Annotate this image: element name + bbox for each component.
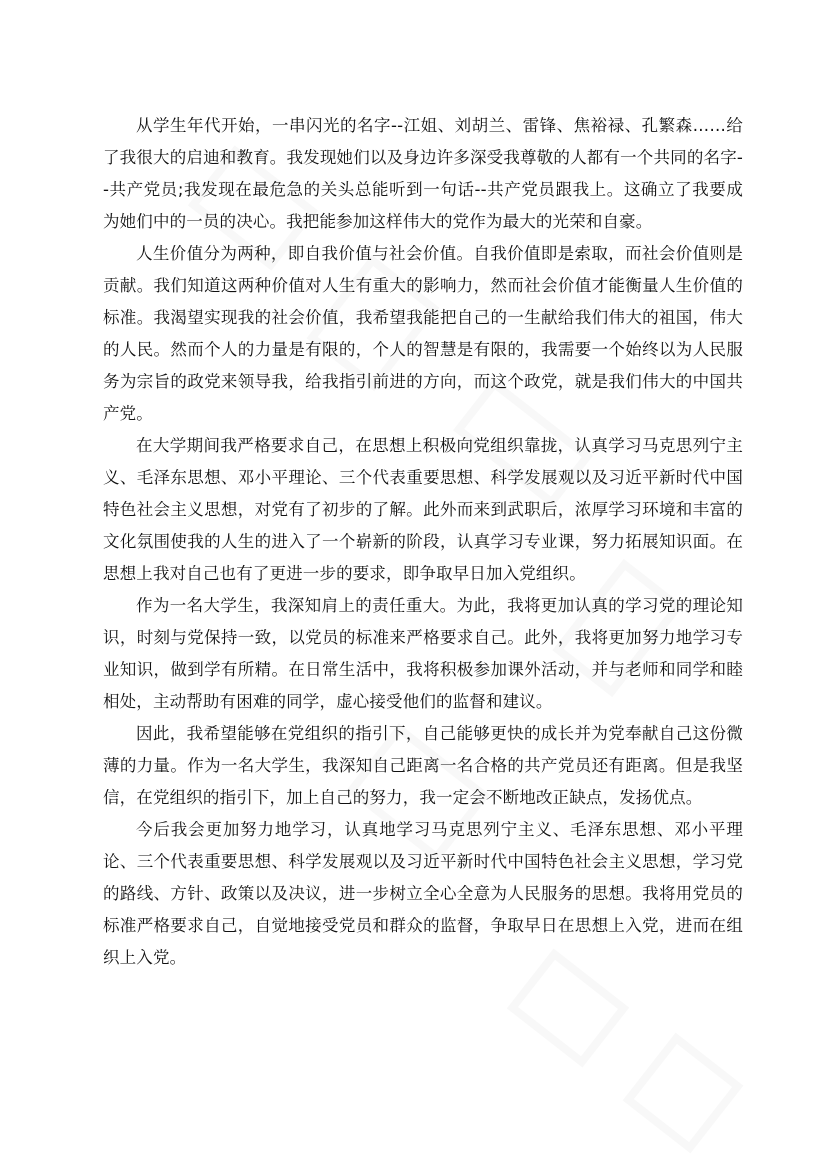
paragraph-4: 作为一名大学生，我深知肩上的责任重大。为此，我将更加认真的学习党的理论知识，时刻与党保持一致，以党员的标准来严格要求自己。此外，我将更加努力地学习专业知识，做到学有所精。在日常生活中，我将积极参加课外活动，并与老师和同学和睦相处，主动帮助有困难的同学，虚心接受他们的监督和建议。 [103,596,743,711]
document-body [103,110,743,974]
paragraph-3: 在大学期间我严格要求自己，在思想上积极向党组织靠拢，认真学习马克思列宁主义、毛泽东思想、邓小平理论、三个代表重要思想、科学发展观以及习近平新时代中国特色社会主义思想，对党有了初步的了解。此外而来到武职后，浓厚学习环境和丰富的文化氛围使我的人生的进入了一个崭新的阶段，认真学习专业课，努力拓展知识面。在思想上我对自己也有了更进一步的要求，即争取早日加入党组织。 [103,436,743,583]
paragraph-6: 今后我会更加努力地学习，认真地学习马克思列宁主义、毛泽东思想、邓小平理论、三个代表重要思想、科学发展观以及习近平新时代中国特色社会主义思想，学习党的路线、方针、政策以及决议，进一步树立全心全意为人民服务的思想。我将用党员的标准严格要求自己，自觉地接受党员和群众的监督，争取早日在思想上入党，进而在组织上入党。 [103,820,743,967]
paragraph-5: 因此，我希望能够在党组织的指引下，自己能够更快的成长并为党奉献自己这份微薄的力量。作为一名大学生，我深知自己距离一名合格的共产党员还有距离。但是我坚信，在党组织的指引下，加上自己的努力，我一定会不断地改正缺点，发扬优点。 [103,724,743,807]
paragraph-1: 从学生年代开始，一串闪光的名字--江姐、刘胡兰、雷锋、焦裕禄、孔繁森……给了我很大的启迪和教育。我发现她们以及身边许多深受我尊敬的人都有一个共同的名字--共产党员;我发现在最危急的关头总能听到一句话--共产党员跟我上。这确立了我要成为她们中的一员的决心。我把能参加这样伟大的党作为最大的光荣和自豪。 [103,116,743,231]
paragraph-2: 人生价值分为两种，即自我价值与社会价值。自我价值即是索取，而社会价值则是贡献。我们知道这两种价值对人生有重大的影响力，然而社会价值才能衡量人生价值的标准。我渴望实现我的社会价值，我希望我能把自己的一生献给我们伟大的祖国，伟大的人民。然而个人的力量是有限的，个人的智慧是有限的，我需要一个始终以为人民服务为宗旨的政党来领导我，给我指引前进的方向，而这个政党，就是我们伟大的中国共产党。 [103,244,743,423]
